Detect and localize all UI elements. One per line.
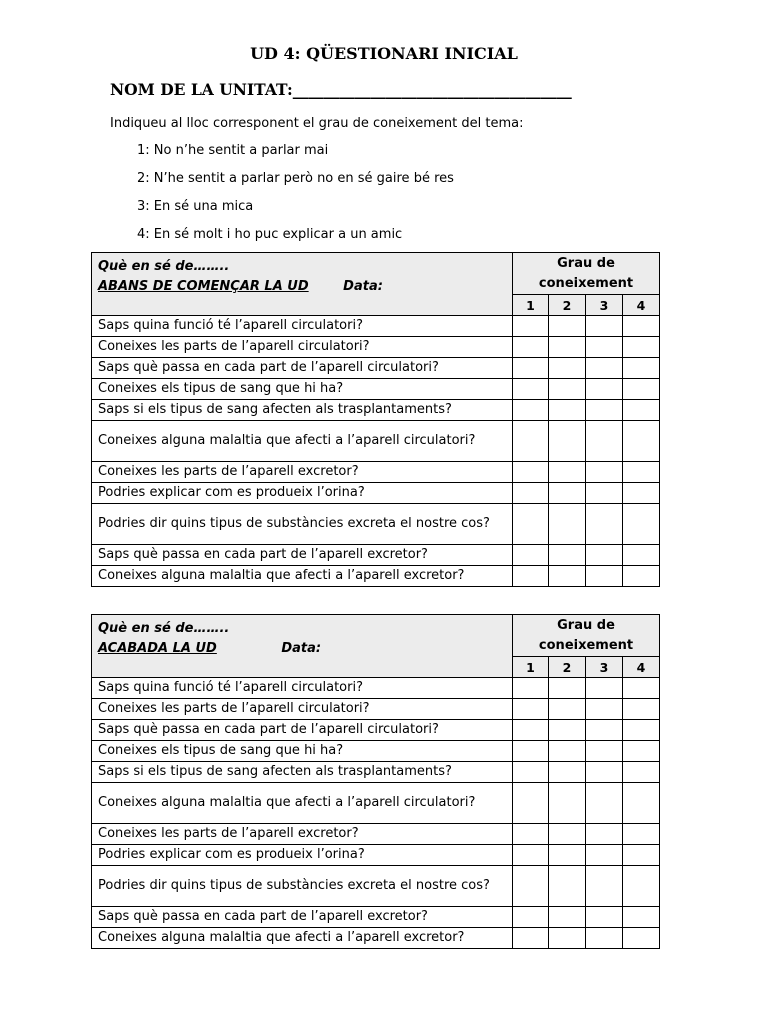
- grade-cell-4[interactable]: [623, 400, 660, 421]
- grade-level-2: 2: [549, 295, 586, 316]
- question-text: Saps si els tipus de sang afecten als trasplantaments?: [92, 400, 513, 421]
- grade-cell-3[interactable]: [586, 928, 623, 949]
- question-text: Podries explicar com es produeix l’orina?: [92, 483, 513, 504]
- grade-cell-3[interactable]: [586, 699, 623, 720]
- table-row: [92, 699, 660, 720]
- grade-cell-4[interactable]: [623, 824, 660, 845]
- grade-cell-2[interactable]: [549, 462, 586, 483]
- page-title: UD 4: QÜESTIONARI INICIAL: [250, 44, 518, 63]
- grade-cell-3[interactable]: [586, 400, 623, 421]
- grade-legend: [137, 142, 454, 254]
- grade-cell-1[interactable]: [513, 720, 549, 741]
- grade-cell-4[interactable]: [623, 678, 660, 699]
- grade-cell-1[interactable]: [513, 678, 549, 699]
- grade-cell-4[interactable]: [623, 379, 660, 400]
- grade-cell-4[interactable]: [623, 462, 660, 483]
- table-row: [92, 907, 660, 928]
- grade-level-1: 1: [513, 657, 549, 678]
- grade-cell-3[interactable]: [586, 720, 623, 741]
- grade-cell-4[interactable]: [623, 316, 660, 337]
- table-row: [92, 720, 660, 741]
- grade-legend-item: 2: N’he sentit a parlar però no en sé gaire bé res: [137, 171, 454, 186]
- grade-level-4: 4: [623, 295, 660, 316]
- grade-cell-2[interactable]: [549, 483, 586, 504]
- grade-cell-4[interactable]: [623, 337, 660, 358]
- grade-level-4: 4: [623, 657, 660, 678]
- grade-cell-2[interactable]: [549, 866, 586, 907]
- grade-cell-2[interactable]: [549, 762, 586, 783]
- question-text: Saps què passa en cada part de l’aparell circulatori?: [92, 358, 513, 379]
- grade-cell-1[interactable]: [513, 504, 549, 545]
- question-text: Podries dir quins tipus de substàncies excreta el nostre cos?: [92, 504, 513, 545]
- grade-cell-2[interactable]: [549, 421, 586, 462]
- question-text: Saps si els tipus de sang afecten als trasplantaments?: [92, 762, 513, 783]
- grade-cell-1[interactable]: [513, 762, 549, 783]
- grade-cell-2[interactable]: [549, 678, 586, 699]
- grade-cell-3[interactable]: [586, 678, 623, 699]
- grade-cell-2[interactable]: [549, 928, 586, 949]
- grade-cell-4[interactable]: [623, 545, 660, 566]
- grade-cell-1[interactable]: [513, 337, 549, 358]
- table-row: [92, 316, 660, 337]
- table-row: [92, 400, 660, 421]
- question-text: Coneixes les parts de l’aparell circulatori?: [92, 337, 513, 358]
- grade-cell-3[interactable]: [586, 845, 623, 866]
- table-row: [92, 337, 660, 358]
- grade-cell-4[interactable]: [623, 504, 660, 545]
- question-text: Saps què passa en cada part de l’aparell circulatori?: [92, 720, 513, 741]
- grade-cell-1[interactable]: [513, 483, 549, 504]
- table-header: [92, 253, 513, 316]
- grade-cell-4[interactable]: [623, 421, 660, 462]
- grade-cell-4[interactable]: [623, 358, 660, 379]
- grade-level-2: 2: [549, 657, 586, 678]
- grade-legend-item: 3: En sé una mica: [137, 199, 254, 214]
- question-text: Coneixes alguna malaltia que afecti a l’aparell excretor?: [92, 566, 513, 587]
- date-label: Data:: [343, 279, 383, 294]
- grade-cell-1[interactable]: [513, 928, 549, 949]
- question-text: Podries dir quins tipus de substàncies excreta el nostre cos?: [92, 866, 513, 907]
- question-text: Coneixes les parts de l’aparell circulatori?: [92, 699, 513, 720]
- grade-cell-2[interactable]: [549, 545, 586, 566]
- grade-level-1: 1: [513, 295, 549, 316]
- question-text: Saps què passa en cada part de l’aparell excretor?: [92, 907, 513, 928]
- grade-cell-3[interactable]: [586, 462, 623, 483]
- table-row: [92, 483, 660, 504]
- grade-cell-1[interactable]: [513, 845, 549, 866]
- table-row: [92, 824, 660, 845]
- grade-cell-4[interactable]: [623, 483, 660, 504]
- grade-cell-2[interactable]: [549, 316, 586, 337]
- grade-cell-4[interactable]: [623, 762, 660, 783]
- table-row: [92, 421, 660, 462]
- header-line: Què en sé de……..: [98, 259, 230, 274]
- header-line: Què en sé de……..: [98, 621, 230, 636]
- table-row: [92, 928, 660, 949]
- grade-cell-4[interactable]: [623, 866, 660, 907]
- phase-label: ACABADA LA UD: [98, 641, 217, 656]
- table-header: [92, 615, 513, 678]
- grade-cell-1[interactable]: [513, 545, 549, 566]
- grade-cell-2[interactable]: [549, 699, 586, 720]
- grade-cell-3[interactable]: [586, 907, 623, 928]
- grade-cell-3[interactable]: [586, 783, 623, 824]
- grade-cell-1[interactable]: [513, 421, 549, 462]
- grade-cell-4[interactable]: [623, 699, 660, 720]
- grade-cell-3[interactable]: [586, 545, 623, 566]
- table-row: [92, 358, 660, 379]
- unit-name-field[interactable]: NOM DE LA UNITAT:____________________________________: [110, 80, 572, 99]
- grade-cell-2[interactable]: [549, 337, 586, 358]
- grade-cell-4[interactable]: [623, 566, 660, 587]
- date-label: Data:: [281, 641, 322, 656]
- grade-cell-3[interactable]: [586, 483, 623, 504]
- grade-cell-3[interactable]: [586, 337, 623, 358]
- question-text: Saps quina funció té l’aparell circulatori?: [92, 678, 513, 699]
- grade-cell-1[interactable]: [513, 824, 549, 845]
- grade-cell-4[interactable]: [623, 720, 660, 741]
- grade-cell-3[interactable]: [586, 504, 623, 545]
- table-row: [92, 379, 660, 400]
- grade-cell-4[interactable]: [623, 783, 660, 824]
- grade-cell-3[interactable]: [586, 762, 623, 783]
- table-row: [92, 762, 660, 783]
- question-text: Coneixes les parts de l’aparell excretor?: [92, 824, 513, 845]
- grade-cell-3[interactable]: [586, 379, 623, 400]
- questionnaire-before: [91, 252, 660, 587]
- grade-legend-item: 1: No n’he sentit a parlar mai: [137, 143, 329, 158]
- question-text: Coneixes alguna malaltia que afecti a l’aparell excretor?: [92, 928, 513, 949]
- grade-level-3: 3: [586, 295, 623, 316]
- grade-cell-1[interactable]: [513, 462, 549, 483]
- grade-header: Grau de coneixement: [513, 615, 660, 657]
- question-text: Coneixes les parts de l’aparell excretor?: [92, 462, 513, 483]
- grade-cell-1[interactable]: [513, 358, 549, 379]
- grade-cell-3[interactable]: [586, 316, 623, 337]
- grade-cell-1[interactable]: [513, 400, 549, 421]
- grade-cell-3[interactable]: [586, 741, 623, 762]
- table-row: [92, 783, 660, 824]
- grade-cell-4[interactable]: [623, 907, 660, 928]
- phase-label: ABANS DE COMENÇAR LA UD: [98, 279, 309, 294]
- grade-cell-2[interactable]: [549, 783, 586, 824]
- grade-cell-3[interactable]: [586, 566, 623, 587]
- question-text: Saps quina funció té l’aparell circulatori?: [92, 316, 513, 337]
- grade-cell-2[interactable]: [549, 400, 586, 421]
- grade-cell-3[interactable]: [586, 824, 623, 845]
- grade-cell-2[interactable]: [549, 741, 586, 762]
- table-row: [92, 545, 660, 566]
- grade-cell-2[interactable]: [549, 358, 586, 379]
- table-row: [92, 866, 660, 907]
- grade-cell-1[interactable]: [513, 907, 549, 928]
- grade-cell-2[interactable]: [549, 504, 586, 545]
- grade-header: Grau de coneixement: [513, 253, 660, 295]
- grade-level-3: 3: [586, 657, 623, 678]
- question-text: Podries explicar com es produeix l’orina?: [92, 845, 513, 866]
- question-text: Coneixes els tipus de sang que hi ha?: [92, 379, 513, 400]
- grade-cell-2[interactable]: [549, 824, 586, 845]
- table-row: [92, 504, 660, 545]
- questionnaire-after: [91, 614, 660, 949]
- grade-cell-4[interactable]: [623, 741, 660, 762]
- grade-cell-3[interactable]: [586, 358, 623, 379]
- question-text: Coneixes els tipus de sang que hi ha?: [92, 741, 513, 762]
- grade-cell-4[interactable]: [623, 845, 660, 866]
- table-row: [92, 845, 660, 866]
- question-text: Coneixes alguna malaltia que afecti a l’aparell circulatori?: [92, 783, 513, 824]
- grade-cell-1[interactable]: [513, 379, 549, 400]
- table-row: [92, 678, 660, 699]
- grade-cell-4[interactable]: [623, 928, 660, 949]
- grade-cell-1[interactable]: [513, 866, 549, 907]
- grade-cell-2[interactable]: [549, 379, 586, 400]
- grade-cell-2[interactable]: [549, 845, 586, 866]
- grade-cell-1[interactable]: [513, 316, 549, 337]
- table-row: [92, 741, 660, 762]
- grade-cell-3[interactable]: [586, 866, 623, 907]
- table-row: [92, 566, 660, 587]
- question-text: Coneixes alguna malaltia que afecti a l’aparell circulatori?: [92, 421, 513, 462]
- grade-cell-2[interactable]: [549, 566, 586, 587]
- grade-cell-2[interactable]: [549, 720, 586, 741]
- grade-legend-item: 4: En sé molt i ho puc explicar a un amic: [137, 227, 403, 242]
- instructions: Indiqueu al lloc corresponent el grau de coneixement del tema:: [110, 116, 524, 131]
- grade-cell-3[interactable]: [586, 421, 623, 462]
- grade-cell-2[interactable]: [549, 907, 586, 928]
- question-text: Saps què passa en cada part de l’aparell excretor?: [92, 545, 513, 566]
- grade-cell-1[interactable]: [513, 783, 549, 824]
- grade-cell-1[interactable]: [513, 699, 549, 720]
- grade-cell-1[interactable]: [513, 566, 549, 587]
- table-row: [92, 462, 660, 483]
- grade-cell-1[interactable]: [513, 741, 549, 762]
